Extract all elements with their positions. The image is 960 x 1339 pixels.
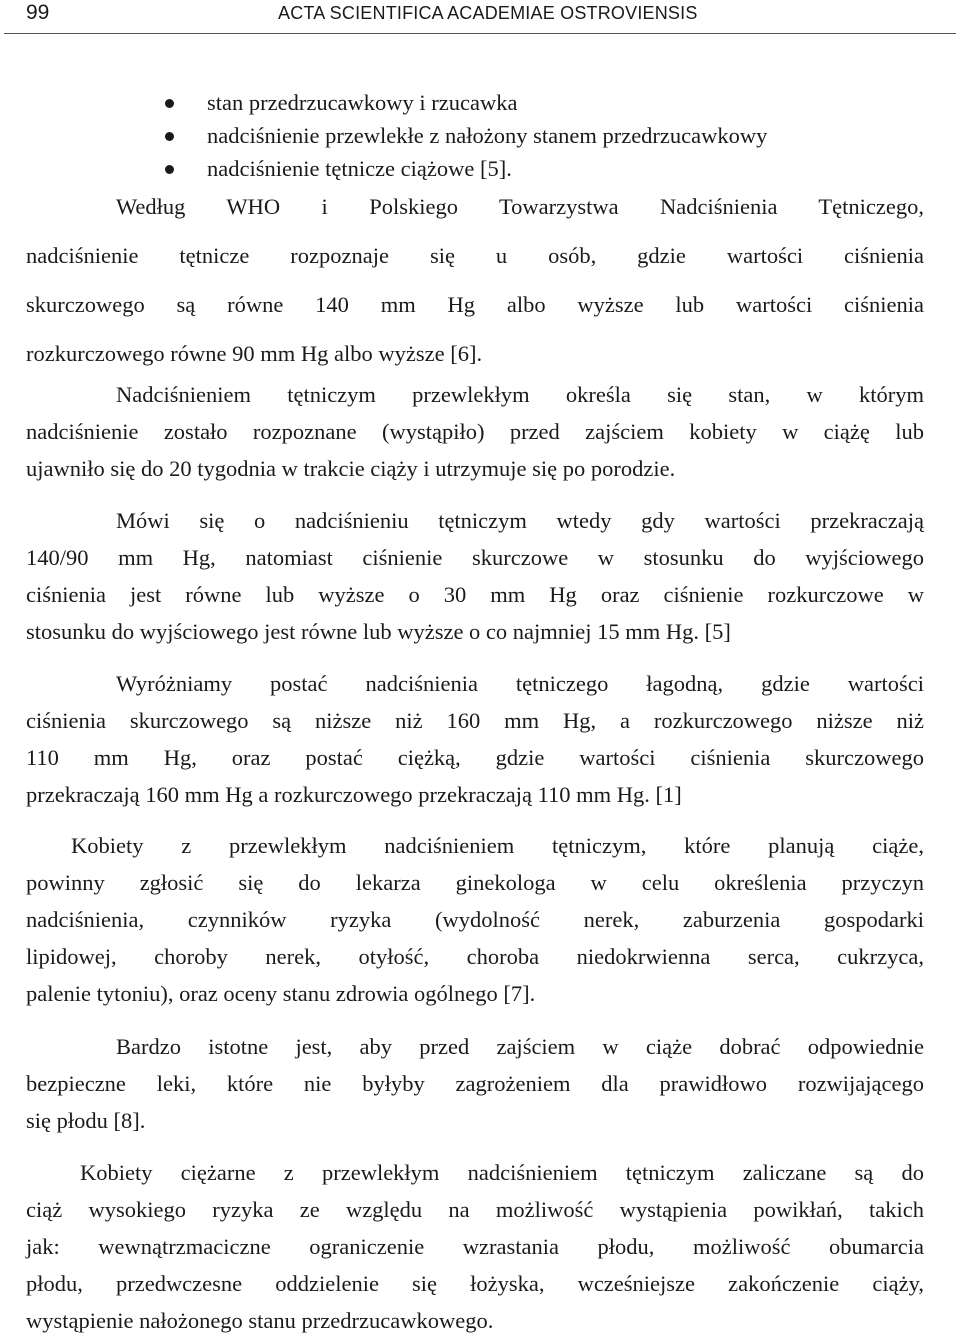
bullet-icon xyxy=(165,165,174,174)
paragraph-line: palenie tytoniu), oraz oceny stanu zdrowia ogólnego [7]. xyxy=(26,981,536,1006)
paragraph-line: nadciśnienie zostało rozpoznane (wystąpiło) przed zajściem kobiety w ciążę lub xyxy=(26,419,924,444)
paragraph-who-definition xyxy=(26,182,924,378)
paragraph-chronic-hypertension xyxy=(26,376,924,487)
bullet-item xyxy=(0,119,960,152)
running-header xyxy=(0,0,960,30)
header-rule xyxy=(4,33,956,34)
bullet-icon xyxy=(165,132,174,141)
bullet-text: nadciśnienie przewlekłe z nałożony stanem przedrzucawkowy xyxy=(207,123,768,148)
journal-title: ACTA SCIENTIFICA ACADEMIAE OSTROVIENSIS xyxy=(278,3,698,23)
paragraph-line: Wyróżniamy postać nadciśnienia tętniczego łagodną, gdzie wartości xyxy=(116,671,924,696)
paragraph-line: bezpieczne leki, które nie byłyby zagrożeniem dla prawidłowo rozwijającego xyxy=(26,1071,924,1096)
paragraph-line: ciśnienia jest równe lub wyższe o 30 mm Hg oraz ciśnienie rozkurczowe w xyxy=(26,582,924,607)
bullet-icon xyxy=(165,99,174,108)
paragraph-line: Bardzo istotne jest, aby przed zajściem w ciąże dobrać odpowiednie xyxy=(116,1034,924,1059)
paragraph-line: nadciśnienie tętnicze rozpoznaje się u osób, gdzie wartości ciśnienia xyxy=(26,243,924,268)
paragraph-thresholds xyxy=(26,502,924,650)
paragraph-line: powinny zgłosić się do lekarza ginekologa w celu określenia przyczyn xyxy=(26,870,924,895)
paragraph-line: Kobiety z przewlekłym nadciśnieniem tętniczym, które planują ciąże, xyxy=(71,833,924,858)
paragraph-line: Mówi się o nadciśnieniu tętniczym wtedy gdy wartości przekraczają xyxy=(116,508,924,533)
paragraph-line: ujawniło się do 20 tygodnia w trakcie ciąży i utrzymuje się po porodzie. xyxy=(26,456,676,481)
paragraph-line: Kobiety ciężarne z przewlekłym nadciśnieniem tętniczym zaliczane są do xyxy=(80,1160,924,1185)
bullet-item xyxy=(0,152,960,185)
paragraph-severity-forms xyxy=(26,665,924,813)
paragraph-line: ciśnienia skurczowego są niższe niż 160 mm Hg, a rozkurczowego niższe niż xyxy=(26,708,924,733)
paragraph-line: przekraczają 160 mm Hg a rozkurczowego przekraczają 110 mm Hg. [1] xyxy=(26,782,682,807)
paragraph-line: 110 mm Hg, oraz postać ciężką, gdzie wartości ciśnienia skurczowego xyxy=(26,745,924,770)
bullet-text: nadciśnienie tętnicze ciążowe [5]. xyxy=(207,156,512,181)
paragraph-line: rozkurczowego równe 90 mm Hg albo wyższe [6]. xyxy=(26,341,483,366)
bullet-list xyxy=(0,86,960,185)
paragraph-line: Nadciśnieniem tętniczym przewlekłym określa się stan, w którym xyxy=(116,382,924,407)
paragraph-line: stosunku do wyjściowego jest równe lub wyższe o co najmniej 15 mm Hg. [5] xyxy=(26,619,731,644)
page-number: 99 xyxy=(26,1,50,24)
paragraph-line: lipidowej, choroby nerek, otyłość, choroba niedokrwienna serca, cukrzyca, xyxy=(26,944,924,969)
paragraph-planning-pregnancy xyxy=(26,827,924,1012)
paragraph-line: ciąż wysokiego ryzyka ze względu na możliwość wystąpienia powikłań, takich xyxy=(26,1197,924,1222)
paragraph-safe-medication xyxy=(26,1028,924,1139)
paragraph-line: się płodu [8]. xyxy=(26,1108,146,1133)
paragraph-line: skurczowego są równe 140 mm Hg albo wyższe lub wartości ciśnienia xyxy=(26,292,924,317)
bullet-text: stan przedrzucawkowy i rzucawka xyxy=(207,90,518,115)
paragraph-line: 140/90 mm Hg, natomiast ciśnienie skurczowe w stosunku do wyjściowego xyxy=(26,545,924,570)
bullet-item xyxy=(0,86,960,119)
paragraph-line: Według WHO i Polskiego Towarzystwa Nadciśnienia Tętniczego, xyxy=(116,194,924,219)
paragraph-line: płodu, przedwczesne oddzielenie się łożyska, wcześniejsze zakończenie ciąży, xyxy=(26,1271,924,1296)
paragraph-high-risk-pregnancy xyxy=(26,1154,924,1339)
paragraph-line: nadciśnienia, czynników ryzyka (wydolność nerek, zaburzenia gospodarki xyxy=(26,907,924,932)
paragraph-line: jak: wewnątrzmaciczne ograniczenie wzrastania płodu, możliwość obumarcia xyxy=(26,1234,924,1259)
paragraph-line: wystąpienie nałożonego stanu przedrzucawkowego. xyxy=(26,1308,494,1333)
